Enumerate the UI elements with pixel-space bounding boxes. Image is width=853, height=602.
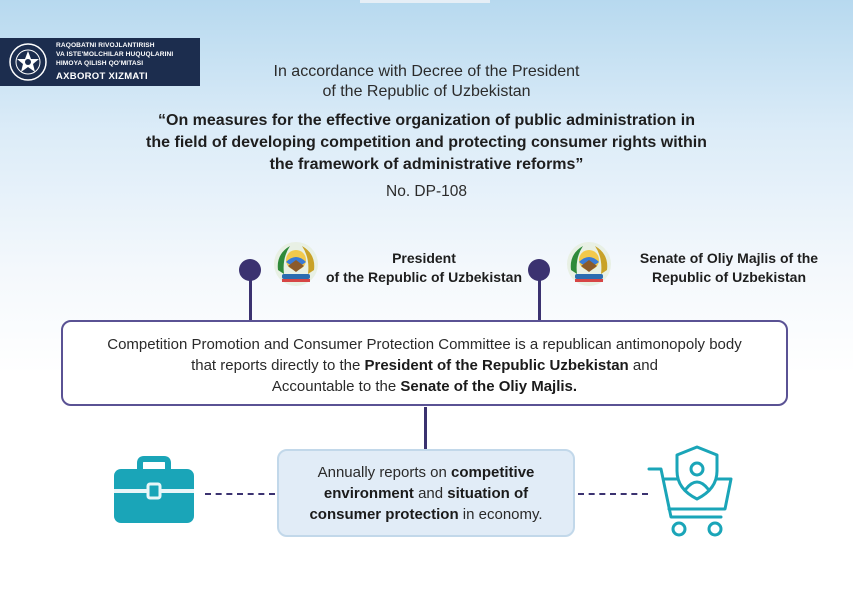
connector-line-right	[538, 278, 541, 321]
annual-report-box	[277, 449, 575, 537]
logo-text-line2: VA ISTE'MOLCHILAR HUQUQLARINI	[56, 51, 174, 58]
top-accent	[360, 0, 490, 3]
senate-label-line2: Republic of Uzbekistan	[651, 269, 807, 285]
logo-text-line3: HIMOYA QILISH QO'MITASI	[56, 60, 144, 67]
shopping-cart-shield-icon	[645, 445, 737, 541]
committee-description-box	[61, 320, 788, 406]
annual-report-line1: Annually reports on competitive	[317, 464, 535, 481]
dashed-connector-left	[205, 493, 275, 495]
connector-line-left	[249, 278, 252, 321]
decree-title-line1: “On measures for the effective organization of public administration in	[158, 112, 695, 129]
briefcase-icon	[112, 455, 196, 525]
senate-label-line1: Senate of Oliy Majlis of the	[639, 250, 819, 266]
state-emblem-icon	[272, 240, 320, 288]
committee-description-line2: that reports directly to the President of the Republic Uzbekistan and	[191, 357, 658, 374]
president-label-line1: President	[392, 250, 456, 266]
annual-report-line3: consumer protection in economy.	[309, 506, 543, 523]
president-label-line2: of the Republic of Uzbekistan	[325, 269, 522, 285]
decree-title	[0, 110, 853, 176]
annual-report-line2: environment and situation of	[323, 485, 529, 502]
decree-number: No. DP-108	[386, 183, 467, 200]
decree-title-line2: the field of developing competition and protecting consumer rights within	[146, 134, 707, 151]
decree-title-line3: the framework of administrative reforms”	[269, 156, 584, 173]
state-emblem-icon	[565, 240, 613, 288]
logo-text-line4: AXBOROT XIZMATI	[56, 71, 148, 82]
logo-text-line1: RAQOBATNI RIVOJLANTIRISH	[56, 42, 155, 49]
committee-description-line1: Competition Promotion and Consumer Protection Committee is a republican antimonopoly body	[107, 336, 742, 353]
decree-intro-line1: In accordance with Decree of the President	[273, 63, 580, 80]
dashed-connector-right	[578, 493, 648, 495]
decree-intro-line2: of the Republic of Uzbekistan	[322, 83, 531, 100]
senate-label	[628, 249, 830, 287]
committee-description-line3: Accountable to the Senate of the Oliy Majlis.	[271, 378, 578, 395]
president-label	[322, 249, 526, 287]
connector-line-center	[424, 407, 427, 450]
decree-intro	[0, 62, 853, 102]
